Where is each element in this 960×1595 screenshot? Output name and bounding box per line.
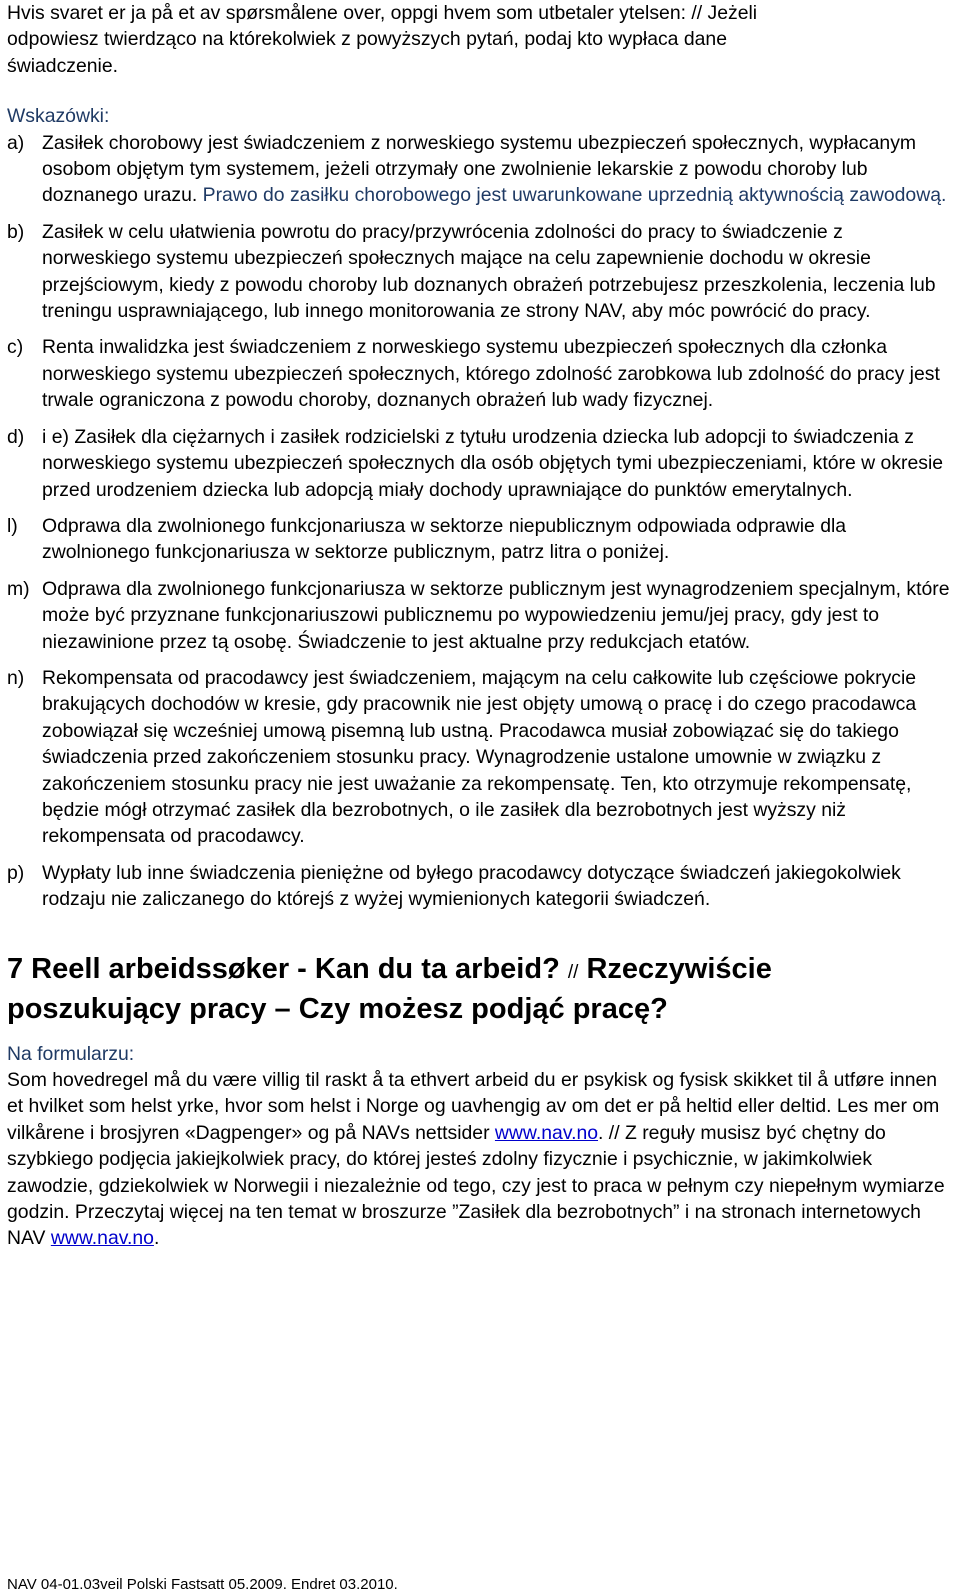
list-item-n xyxy=(7,665,953,850)
list-item-l xyxy=(7,513,953,566)
section-7-heading-no: 7 Reell arbeidssøker - Kan du ta arbeid? xyxy=(7,952,568,985)
list-text-d: i e) Zasiłek dla ciężarnych i zasiłek rodzicielski z tytułu urodzenia dziecka lub adopcji to świadczenia z norweskiego systemu ubezpieczeń społecznych dla osób objętych tymi ubezpieczeniami, które w okresie przed urodzeniem dziecka lub adopcją miały dochody uprawniające do punktów emerytalnych. xyxy=(42,425,944,501)
list-marker-n: n) xyxy=(7,666,25,689)
wskazowki-title: Wskazówki: xyxy=(7,105,110,128)
page-footer: NAV 04-01.03veil Polski Fastsatt 05.2009. Endret 03.2010. xyxy=(7,1576,398,1593)
list-text-m: Odprawa dla zwolnionego funkcjonariusza w sektorze publicznym jest wynagrodzeniem specjalnym, które może być przyznane funkcjonariuszowi publicznemu po wypowiedzeniu jemu/jej pracy, gdy jest to niezawinione przez tą osobę. Świadczenie to jest aktualne przy redukcjach etatów. xyxy=(42,577,950,653)
list-marker-l: l) xyxy=(7,514,18,537)
list-item-a xyxy=(7,130,953,209)
nav-link-1[interactable]: www.nav.no xyxy=(494,1121,599,1144)
intro-paragraph xyxy=(7,0,953,79)
list-marker-m: m) xyxy=(7,577,30,600)
list-text-a-note: Prawo do zasiłku chorobowego jest uwarunkowane uprzednią aktywnością zawodową. xyxy=(197,184,947,207)
na-formularzu-text-3: . xyxy=(153,1227,160,1250)
section-7-heading-pl: Rzeczywiście poszukujący pracy – Czy możesz podjąć pracę? xyxy=(7,952,772,1025)
list-text-p: Wypłaty lub inne świadczenia pieniężne od byłego pracodawcy dotyczące świadczeń jakiegokolwiek rodzaju nie zaliczanego do którejś z wyżej wymienionych kategorii świadczeń. xyxy=(42,861,901,911)
list-text-a-main: Zasiłek chorobowy jest świadczeniem z norweskiego systemu ubezpieczeń społecznych, wypłacanym osobom objętym tym systemem, jeżeli otrzymały one zwolnienie lekarskie z powodu choroby lub doznanego urazu. xyxy=(42,131,917,207)
list-text-c: Renta inwalidzka jest świadczeniem z norweskiego systemu ubezpieczeń społecznych dla członka norweskiego systemu ubezpieczeń społecznych, którego zdolność zarobkowa lub zdolność do pracy jest trwale ograniczona z powodu choroby, doznanych obrażeń lub wady fizycznej. xyxy=(42,336,940,412)
na-formularzu-text-1: Som hovedregel må du være villig til raskt å ta ethvert arbeid du er psykisk og fysisk skikket til å utføre innen et hvilket som helst yrke, hvor som helst i Norge og uavhengig av om det er på heltid eller deltid. Les mer om vilkårene i brosjyren «Dagpenger» og på NAVs nettsider xyxy=(7,1069,940,1144)
intro-line-2: odpowiesz twierdząco na którekolwiek z powyższych pytań, podaj kto wypłaca dane xyxy=(7,28,727,51)
list-item-d xyxy=(7,424,953,503)
section-7-heading-separator: // xyxy=(567,961,579,983)
na-formularzu-text-2: . // Z reguły musisz być chętny do szybkiego podjęcia jakiejkolwiek pracy, do której jesteś zdolny fizycznie i psychicznie, w jakimkolwiek zawodzie, gdziekolwiek w Norwegii i niezależnie od tego, czy jest to praca w pełnym czy niepełnym wymiarze godzin. Przeczytaj więcej na ten temat w broszurze ”Zasiłek dla bezrobotnych” i na stronach internetowych NAV xyxy=(7,1121,945,1250)
list-marker-c: c) xyxy=(7,336,24,359)
list-item-b xyxy=(7,219,953,325)
list-item-m xyxy=(7,576,953,655)
list-text-l: Odprawa dla zwolnionego funkcjonariusza w sektorze niepublicznym odpowiada odprawie dla zwolnionego funkcjonariusza w sektorze publicznym, patrz litra o poniżej. xyxy=(42,514,847,564)
list-marker-a: a) xyxy=(7,131,25,154)
na-formularzu-body xyxy=(7,1067,953,1252)
list-item-p xyxy=(7,860,953,913)
intro-line-3: świadczenie. xyxy=(7,54,119,77)
list-marker-p: p) xyxy=(7,861,25,884)
list-text-a xyxy=(42,130,953,209)
section-7-heading xyxy=(7,951,953,1027)
list-text-b: Zasiłek w celu ułatwienia powrotu do pracy/przywrócenia zdolności do pracy to świadczenie z norweskiego systemu ubezpieczeń społecznych mające na celu zapewnienie dochodu w okresie przejściowym, kiedy z powodu choroby lub doznanych obrażeń potrzebujesz przeszkolenia, leczenia lub treningu usprawniającego, lub innego monitorowania ze strony NAV, aby móc powrócić do pracy. xyxy=(42,220,936,323)
list-text-n: Rekompensata od pracodawcy jest świadczeniem, mającym na celu całkowite lub częściowe pokrycie brakujących dochodów w kresie, gdy pracownik nie jest objęty umową o pracę i do czego pracodawca zobowiązał się wcześniej umową pisemną lub ustną. Pracodawca musiał zobowiązać się do takiego świadczenia przed zakończeniem stosunku pracy. Wynagrodzenie ustalone umownie w związku z zakończeniem stosunku pracy nie jest uważanie za rekompensatę. Ten, kto otrzymuje rekompensatę, będzie mógł otrzymać zasiłek dla bezrobotnych, o ile zasiłek dla bezrobotnych jest wyższy niż rekompensata od pracodawcy. xyxy=(42,666,917,848)
list-item-c xyxy=(7,334,953,413)
na-formularzu-title: Na formularzu: xyxy=(7,1042,135,1065)
nav-link-2[interactable]: www.nav.no xyxy=(50,1227,154,1250)
document-page xyxy=(7,0,953,1252)
list-marker-d: d) xyxy=(7,425,25,448)
intro-line-1: Hvis svaret er ja på et av spørsmålene over, oppgi hvem som utbetaler ytelsen: // Jeżeli xyxy=(7,2,758,24)
list-marker-b: b) xyxy=(7,220,25,243)
